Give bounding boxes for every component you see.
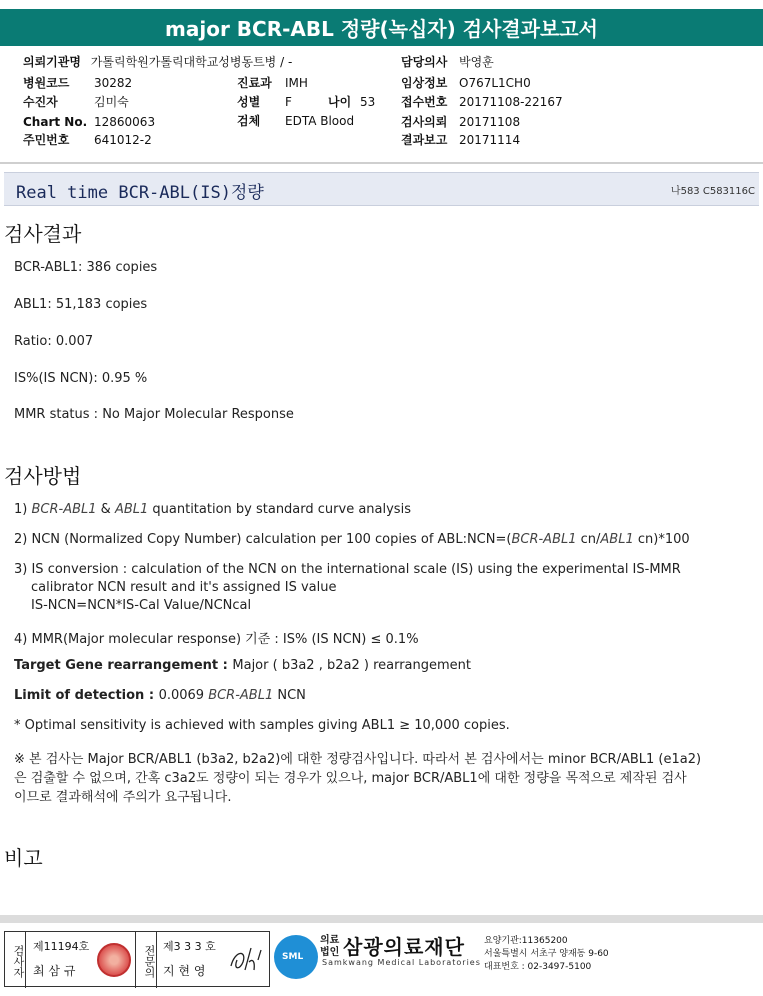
sex-value: F <box>285 95 292 109</box>
note-line-1: ※ 본 검사는 Major BCR/ABL1 (b3a2, b2a2)에 대한 정량검사입니다. 따라서 본 검사에서는 minor BCR/ABL1 (e1a2) <box>14 752 702 767</box>
result-ratio: Ratio: 0.007 <box>14 334 94 349</box>
lod-unit: NCN <box>273 688 306 703</box>
institution-label: 의뢰기관명 <box>23 55 81 69</box>
org-contact <box>484 935 609 974</box>
method-item-3-line3: IS-NCN=NCN*IS-Cal Value/NCNcal <box>31 598 252 613</box>
clinical-label: 임상정보 <box>401 76 448 90</box>
specimen-label: 검체 <box>237 114 261 128</box>
note-line-3: 이므로 결과해석에 주의가 요구됩니다. <box>14 790 232 805</box>
specialist-label: 전문의 <box>135 932 157 988</box>
lod-label: Limit of detection : <box>14 688 159 703</box>
address: 서울특별시 서초구 양재동 9-60 <box>484 949 609 959</box>
method-item-3-line2: calibrator NCN result and it's assigned IS value <box>31 580 337 595</box>
lod-gene: BCR-ABL1 <box>208 688 274 703</box>
test-section-bar <box>4 172 759 206</box>
clinical-value: O767L1CH0 <box>459 76 531 90</box>
age-value: 53 <box>360 95 376 109</box>
method-1-amp: & <box>96 502 115 517</box>
method-2-end: cn)*100 <box>633 532 690 547</box>
patient-value: 김미숙 <box>94 95 129 109</box>
chart-label: Chart No. <box>23 115 88 129</box>
method-heading: 검사방법 <box>4 464 82 488</box>
footer <box>0 925 763 996</box>
age-label: 나이 <box>328 95 352 109</box>
results-heading: 검사결과 <box>4 222 82 246</box>
result-abl1: ABL1: 51,183 copies <box>14 297 148 312</box>
department-label: 진료과 <box>237 76 272 90</box>
target-gene-value: Major ( b3a2 , b2a2 ) rearrangement <box>232 658 472 673</box>
method-item-2 <box>14 532 690 547</box>
method-1-prefix: 1) <box>14 502 32 517</box>
sex-label: 성별 <box>237 95 261 109</box>
test-section-title: Real time BCR-ABL(IS)정량 <box>16 183 264 203</box>
institution-value: 가톨릭학원가톨릭대학교성병동트병 / - <box>90 55 293 69</box>
lod-value: 0.0069 <box>158 688 209 703</box>
doctor-value: 박영훈 <box>459 55 494 69</box>
hospital-code-label: 병원코드 <box>23 76 70 90</box>
tester-name: 최 삼 규 <box>33 964 76 978</box>
remarks-heading: 비고 <box>4 846 43 870</box>
report-value: 20171114 <box>459 133 521 147</box>
method-2-mid: cn/ <box>576 532 601 547</box>
signature-box <box>4 931 270 987</box>
target-gene-row <box>14 658 471 673</box>
target-gene-label: Target Gene rearrangement : <box>14 658 233 673</box>
department-value: IMH <box>285 76 308 90</box>
method-item-1 <box>14 502 411 517</box>
report-label: 결과보고 <box>401 133 448 147</box>
accession-label: 접수번호 <box>401 95 448 109</box>
method-1-gene1: BCR-ABL1 <box>31 502 97 517</box>
method-2-gene2: ABL1 <box>600 532 634 547</box>
result-mmr-status: MMR status : No Major Molecular Response <box>14 407 294 422</box>
specimen-value: EDTA Blood <box>285 114 355 128</box>
header-divider <box>0 162 763 164</box>
sensitivity-note: * Optimal sensitivity is achieved with samples giving ABL1 ≥ 10,000 copies. <box>14 718 510 733</box>
result-is: IS%(IS NCN): 0.95 % <box>14 371 148 386</box>
specialist-no: 제3 3 3 호 <box>163 940 216 953</box>
chart-value: 12860063 <box>94 115 156 129</box>
hospital-code-value: 30282 <box>94 76 133 90</box>
accession-value: 20171108-22167 <box>459 95 563 109</box>
tester-label: 검사자 <box>5 932 26 988</box>
institution-row <box>23 55 292 70</box>
result-bcr-abl1: BCR-ABL1: 386 copies <box>14 260 158 275</box>
report-title: major BCR-ABL 정량(녹십자) 검사결과보고서 <box>0 9 763 46</box>
test-section-code: 나583 C583116C <box>670 186 755 197</box>
method-1-gene2: ABL1 <box>114 502 149 517</box>
org-name: 삼광의료재단 <box>343 935 465 959</box>
method-2-gene1: BCR-ABL1 <box>511 532 577 547</box>
care-no: 요양기관:11365200 <box>484 936 568 946</box>
doctor-label: 담당의사 <box>401 55 448 69</box>
id-value: 641012-2 <box>94 133 152 147</box>
method-2-prefix: 2) NCN (Normalized Copy Number) calculation per 100 copies of ABL:NCN=( <box>14 532 512 547</box>
sml-logo-icon <box>274 935 318 979</box>
method-item-4: 4) MMR(Major molecular response) 기준 : IS% (IS NCN) ≤ 0.1% <box>14 632 419 647</box>
id-label: 주민번호 <box>23 133 70 147</box>
request-label: 검사의뢰 <box>401 115 448 129</box>
lod-row <box>14 688 306 703</box>
phone: 대표번호 : 02-3497-5100 <box>484 962 592 972</box>
signature-icon <box>225 940 265 980</box>
method-item-3-line1: 3) IS conversion : calculation of the NCN on the international scale (IS) using the experimental IS-MMR <box>14 562 681 577</box>
method-1-rest: quantitation by standard curve analysis <box>148 502 411 517</box>
note-line-2: 은 검출할 수 없으며, 간혹 c3a2도 정량이 되는 경우가 있으나, major BCR/ABL1에 대한 정량을 목적으로 제작된 검사 <box>14 771 687 786</box>
specialist-name: 지 현 영 <box>163 964 206 978</box>
org-english: Samkwang Medical Laboratories <box>322 958 481 967</box>
footer-divider <box>0 915 763 923</box>
patient-label: 수진자 <box>23 95 58 109</box>
sml-logo-text: SML <box>282 952 304 962</box>
request-value: 20171108 <box>459 115 521 129</box>
org-type: 의료법인 <box>320 935 340 958</box>
tester-no: 제11194호 <box>33 940 90 953</box>
tester-seal-icon <box>97 943 131 977</box>
